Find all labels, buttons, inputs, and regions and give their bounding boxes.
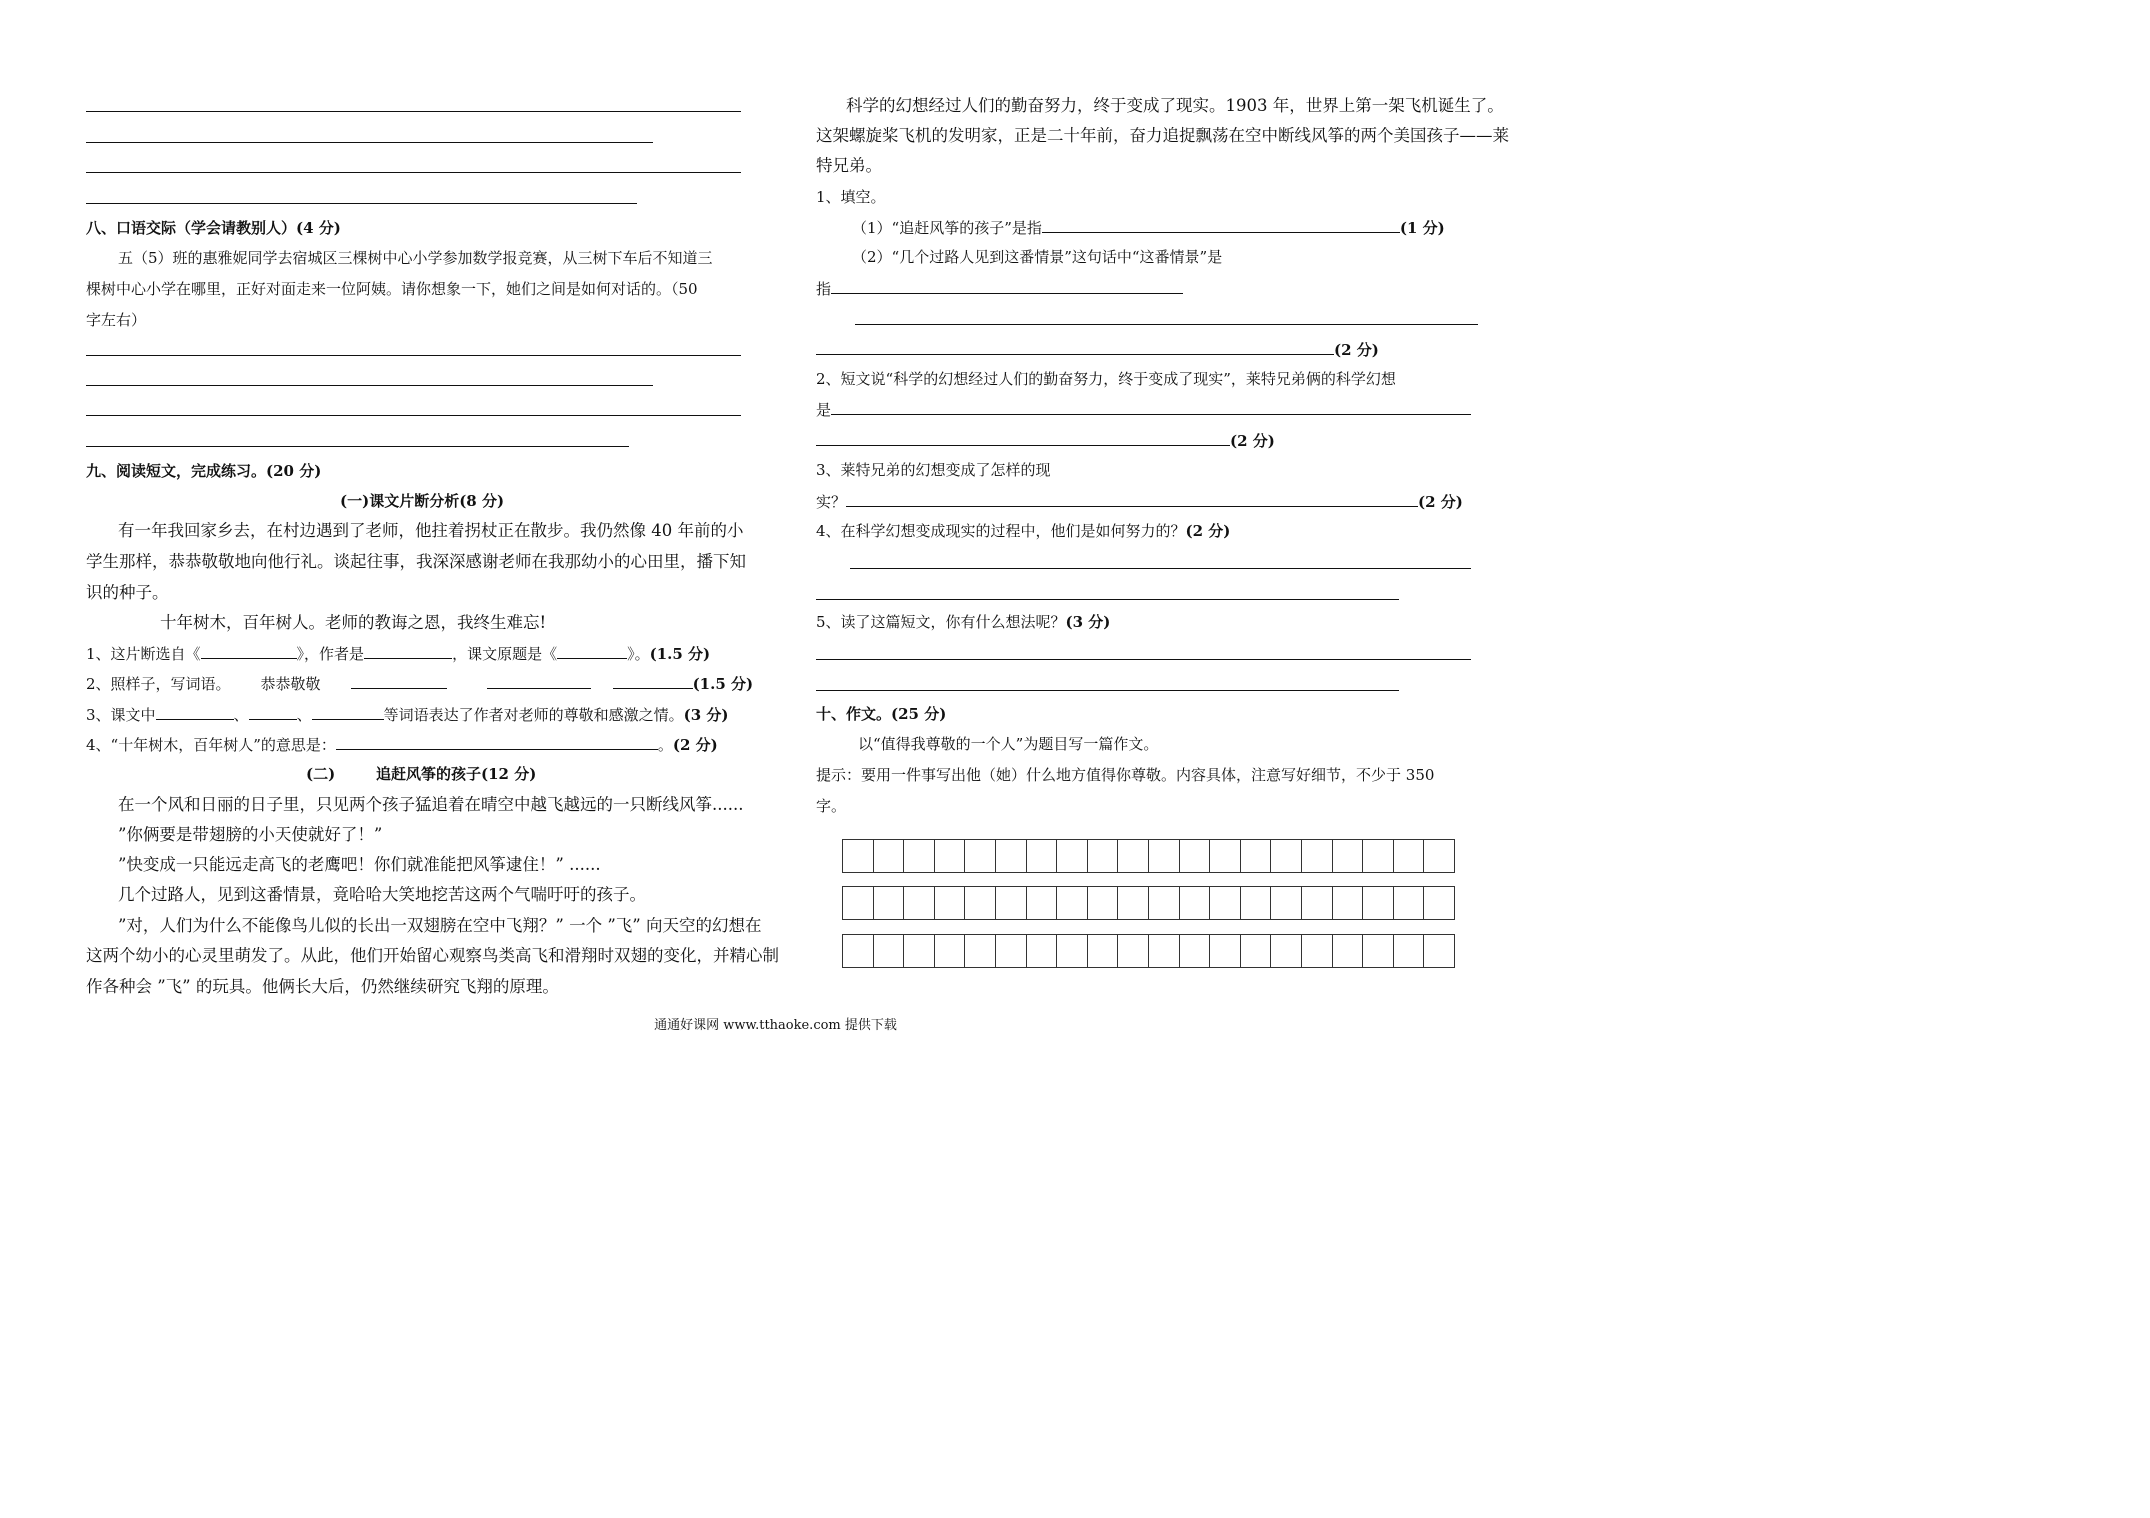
question-text: 、 <box>233 706 249 724</box>
passage-2-line: ”快变成一只能远走高飞的老鹰吧！你们就准能把风筝逮住！” ...... <box>118 855 601 874</box>
passage-2-line: ”你俩要是带翅膀的小天使就好了！” <box>118 825 383 844</box>
fill-blank[interactable] <box>156 704 234 720</box>
score-label: (2 分) <box>672 736 718 754</box>
essay-hint-line: 字。 <box>816 797 847 815</box>
question-text: 3、课文中 <box>86 706 156 724</box>
question-text: 》，作者是 <box>296 645 365 663</box>
left-question-3 <box>86 704 728 725</box>
score-label: (2 分) <box>1418 493 1463 511</box>
fill-blank[interactable] <box>249 704 297 720</box>
answer-line[interactable] <box>850 568 1471 569</box>
score-label: (2 分) <box>1230 432 1275 450</box>
fill-blank[interactable] <box>201 643 297 659</box>
passage-1-line: 十年树木，百年树人。老师的教诲之恩，我终生难忘! <box>160 613 547 632</box>
fill-blank[interactable] <box>487 673 591 689</box>
right-question-1-1 <box>852 217 1445 238</box>
fill-blank[interactable] <box>613 673 693 689</box>
part-1-title: (一)课文片断分析(8 分) <box>340 492 505 510</box>
answer-line[interactable] <box>816 659 1471 660</box>
right-question-1: 1、填空。 <box>816 188 886 206</box>
answer-line[interactable] <box>86 142 653 143</box>
question-text: 指 <box>816 280 832 298</box>
left-question-4 <box>86 734 718 755</box>
right-question-3: 3、莱特兄弟的幻想变成了怎样的现 <box>816 461 1051 479</box>
section-8-title: 八、口语交际（学会请教别人）(4 分) <box>86 219 341 237</box>
answer-line[interactable] <box>86 203 637 204</box>
fill-blank[interactable] <box>816 339 1334 355</box>
fill-blank[interactable] <box>831 399 1471 415</box>
essay-prompt: 以“值得我尊敬的一个人”为题目写一篇作文。 <box>858 735 1159 753</box>
left-question-1 <box>86 643 710 664</box>
passage-2-line: 作各种会 ”飞” 的玩具。他俩长大后，仍然继续研究飞翔的原理。 <box>86 977 559 996</box>
fill-blank[interactable] <box>312 704 384 720</box>
fill-blank[interactable] <box>364 643 452 659</box>
question-text: 、 <box>296 706 312 724</box>
fill-blank[interactable] <box>557 643 627 659</box>
answer-line[interactable] <box>86 385 653 386</box>
footer-text: 通通好课网 www.tthaoke.com 提供下载 <box>654 1018 897 1033</box>
right-question-2-tail <box>816 430 1275 451</box>
example-word: 恭恭敬敬 <box>260 675 321 693</box>
question-text: 是 <box>816 401 832 419</box>
question-text: 4、在科学幻想变成现实的过程中，他们是如何努力的？ <box>816 522 1186 540</box>
essay-grid-row[interactable] <box>842 886 1455 920</box>
passage-2-line: 特兄弟。 <box>816 156 882 175</box>
score-label: (1.5 分) <box>692 675 754 693</box>
score-label: (3 分) <box>683 706 729 724</box>
essay-hint-line: 提示：要用一件事写出他（她）什么地方值得你尊敬。内容具体，注意写好细节，不少于 350 <box>816 766 1435 784</box>
part-2-title: 追赶风筝的孩子(12 分) <box>376 765 537 783</box>
answer-line[interactable] <box>86 172 741 173</box>
fill-blank[interactable] <box>816 430 1230 446</box>
right-question-4 <box>816 521 1230 541</box>
passage-1-line: 学生那样，恭恭敬敬地向他行礼。谈起往事，我深深感谢老师在我那幼小的心田里，播下知 <box>86 552 746 571</box>
right-question-1-2: （2）“几个过路人见到这番情景”这句话中“这番情景”是 <box>852 248 1223 266</box>
right-question-2: 2、短文说“科学的幻想经过人们的勤奋努力，终于变成了现实”，莱特兄弟俩的科学幻想 <box>816 370 1396 388</box>
question-text: 2、照样子，写词语。 <box>86 675 231 693</box>
section-9-title: 九、阅读短文，完成练习。(20 分) <box>86 462 322 480</box>
score-label: (2 分) <box>1185 522 1231 540</box>
essay-grid-row[interactable] <box>842 934 1455 968</box>
right-question-1-2b <box>816 278 1183 299</box>
right-question-2-line <box>816 399 1471 420</box>
right-question-1-2-tail <box>816 339 1379 360</box>
passage-1-line: 有一年我回家乡去，在村边遇到了老师，他拄着拐杖正在散步。我仍然像 40 年前的小 <box>118 521 744 540</box>
fill-blank[interactable] <box>1042 217 1400 233</box>
part-2-number: (二) <box>306 765 336 783</box>
answer-line[interactable] <box>86 355 741 356</box>
left-question-2 <box>86 673 753 694</box>
section-8-prompt-line: 字左右） <box>86 311 147 329</box>
answer-line[interactable] <box>86 111 741 112</box>
question-text: 5、读了这篇短文，你有什么想法呢？ <box>816 613 1066 631</box>
passage-2-line: 这两个幼小的心灵里萌发了。从此，他们开始留心观察鸟类高飞和滑翔时双翅的变化，并精心制 <box>86 946 779 965</box>
fill-blank[interactable] <box>831 278 1183 294</box>
score-label: (1.5 分) <box>649 645 711 663</box>
passage-2-line: 在一个风和日丽的日子里，只见两个孩子猛追着在晴空中越飞越远的一只断线风筝...... <box>118 795 744 814</box>
passage-1-line: 识的种子。 <box>86 583 169 602</box>
fill-blank[interactable] <box>351 673 447 689</box>
fill-blank[interactable] <box>336 734 658 750</box>
answer-line[interactable] <box>86 446 629 447</box>
passage-2-line: 科学的幻想经过人们的勤奋努力，终于变成了现实。1903 年，世界上第一架飞机诞生了。 <box>846 96 1504 115</box>
right-question-3-line <box>816 491 1463 512</box>
fill-blank[interactable] <box>846 491 1418 507</box>
question-text: 。 <box>657 736 673 754</box>
passage-2-line: 这架螺旋桨飞机的发明家，正是二十年前，奋力追捉飘荡在空中断线风筝的两个美国孩子——莱 <box>816 126 1509 145</box>
answer-line[interactable] <box>816 599 1399 600</box>
question-text: 等词语表达了作者对老师的尊敬和感激之情。 <box>383 706 684 724</box>
right-question-5 <box>816 612 1110 632</box>
answer-line[interactable] <box>86 415 741 416</box>
answer-line[interactable] <box>855 324 1478 325</box>
question-text: 1、这片断选自《 <box>86 645 201 663</box>
score-label: (3 分) <box>1065 613 1111 631</box>
answer-line[interactable] <box>816 690 1399 691</box>
question-text: 实？ <box>816 493 847 511</box>
question-text: ，课文原题是《 <box>452 645 558 663</box>
section-10-title: 十、作文。(25 分) <box>816 705 947 723</box>
passage-2-line: 几个过路人，见到这番情景，竟哈哈大笑地挖苦这两个气喘吁吁的孩子。 <box>118 885 646 904</box>
question-text: 》。 <box>627 645 650 663</box>
question-text: （1）“追赶风筝的孩子”是指 <box>852 219 1042 237</box>
question-text: 4、“十年树木，百年树人”的意思是： <box>86 736 336 754</box>
essay-grid-row[interactable] <box>842 839 1455 873</box>
score-label: (2 分) <box>1334 341 1379 359</box>
passage-2-line: ”对，人们为什么不能像鸟儿似的长出一双翅膀在空中飞翔？” 一个 ”飞” 向天空的幻想在 <box>118 916 762 935</box>
section-8-prompt-line: 棵树中心小学在哪里，正好对面走来一位阿姨。请你想象一下，她们之间是如何对话的。（50 <box>86 280 698 298</box>
score-label: (1 分) <box>1399 219 1445 237</box>
section-8-prompt-line: 五（5）班的惠雅妮同学去宿城区三棵树中心小学参加数学报竞赛，从三树下车后不知道三 <box>118 249 713 267</box>
